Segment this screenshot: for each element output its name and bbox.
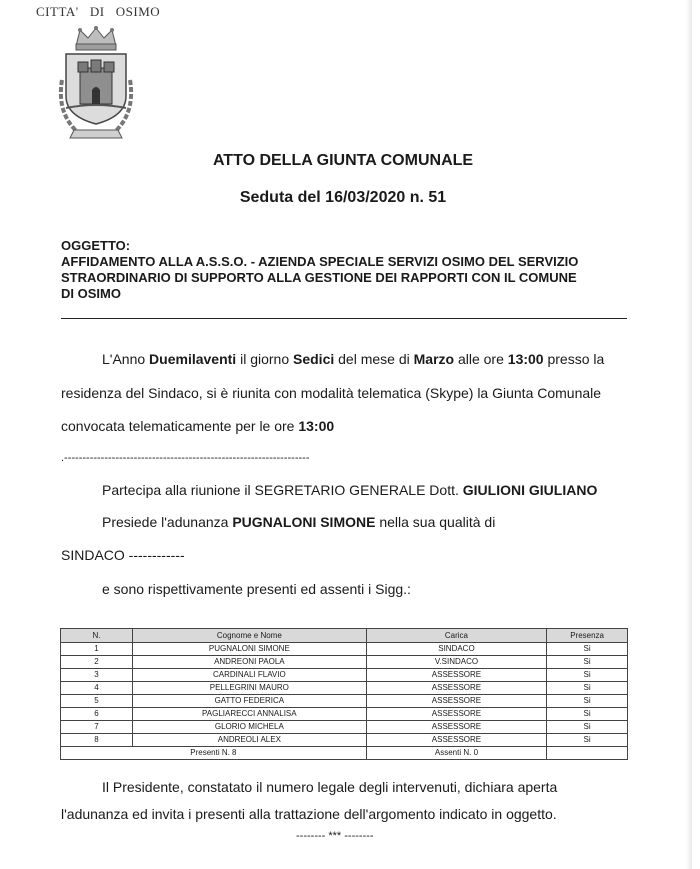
table-row bbox=[61, 734, 628, 747]
cell: PELLEGRINI MAURO bbox=[132, 682, 366, 695]
table-row bbox=[61, 721, 628, 734]
cell: ASSESSORE bbox=[366, 682, 546, 695]
column-header: Presenza bbox=[547, 629, 628, 643]
segretario-name: GIULIONI GIULIANO bbox=[462, 482, 598, 498]
cell: PAGLIARECCI ANNALISA bbox=[132, 708, 366, 721]
table-row bbox=[61, 656, 628, 669]
body-paragraph-line: residenza del Sindaco, si è riunita con modalità telematica (Skype) la Giunta Comunale bbox=[61, 385, 602, 401]
cell: ANDREOLI ALEX bbox=[132, 734, 366, 747]
attendance-table bbox=[60, 628, 628, 760]
cell: 6 bbox=[61, 708, 133, 721]
text: il giorno bbox=[236, 351, 293, 367]
cell: 7 bbox=[61, 721, 133, 734]
page-edge-shadow bbox=[686, 0, 692, 869]
cell: PUGNALONI SIMONE bbox=[132, 643, 366, 656]
cell: Si bbox=[547, 708, 628, 721]
table-header-row bbox=[61, 629, 628, 643]
section-divider bbox=[61, 318, 627, 319]
cell: V.SINDACO bbox=[366, 656, 546, 669]
time-text: 13:00 bbox=[298, 418, 335, 434]
table-row bbox=[61, 708, 628, 721]
cell: 5 bbox=[61, 695, 133, 708]
body-paragraph-line bbox=[102, 351, 604, 367]
cell: Si bbox=[547, 695, 628, 708]
segretario-line bbox=[102, 482, 597, 498]
oggetto-line: AFFIDAMENTO ALLA A.S.S.O. - AZIENDA SPECIALE SERVIZI OSIMO DEL SERVIZIO bbox=[61, 254, 579, 269]
cell: SINDACO bbox=[366, 643, 546, 656]
cell: 3 bbox=[61, 669, 133, 682]
text: nella sua qualità di bbox=[375, 514, 496, 530]
oggetto-section bbox=[61, 238, 627, 302]
column-header: Cognome e Nome bbox=[132, 629, 366, 643]
text: del mese di bbox=[334, 351, 414, 367]
seduta-subtitle: Seduta del 16/03/2020 n. 51 bbox=[239, 189, 447, 206]
cell bbox=[547, 747, 628, 760]
time-text: 13:00 bbox=[507, 351, 544, 367]
cell: ASSESSORE bbox=[366, 695, 546, 708]
cell: 1 bbox=[61, 643, 133, 656]
text: presso la bbox=[543, 351, 605, 367]
cell: 8 bbox=[61, 734, 133, 747]
body-paragraph-line bbox=[61, 418, 334, 434]
month-text: Marzo bbox=[413, 351, 455, 367]
cell: 2 bbox=[61, 656, 133, 669]
text: L'Anno bbox=[102, 351, 150, 367]
cell: 4 bbox=[61, 682, 133, 695]
text: Partecipa alla riunione il SEGRETARIO GENERALE Dott. bbox=[102, 482, 463, 498]
presidente-name: PUGNALONI SIMONE bbox=[232, 514, 376, 530]
text: convocata telematicamente per le ore bbox=[61, 418, 299, 434]
column-header: N. bbox=[61, 629, 133, 643]
document-end-marker: -------- *** -------- bbox=[296, 830, 374, 842]
cell: GLORIO MICHELA bbox=[132, 721, 366, 734]
closing-line: Il Presidente, constatato il numero legale degli intervenuti, dichiara aperta bbox=[102, 779, 558, 795]
cell: ASSESSORE bbox=[366, 669, 546, 682]
cell: Si bbox=[547, 669, 628, 682]
assenti-count: Assenti N. 0 bbox=[366, 747, 546, 760]
table-totals-row bbox=[61, 747, 628, 760]
cell: Si bbox=[547, 656, 628, 669]
cell: ASSESSORE bbox=[366, 708, 546, 721]
dashed-separator: .------------------------------------------------------------------- bbox=[61, 452, 310, 464]
table-row bbox=[61, 643, 628, 656]
cell: Si bbox=[547, 643, 628, 656]
city-header: CITTA' DI OSIMO bbox=[36, 4, 161, 19]
presenti-count: Presenti N. 8 bbox=[61, 747, 367, 760]
text: Presiede l'adunanza bbox=[102, 514, 233, 530]
year-text: Duemilaventi bbox=[149, 351, 237, 367]
oggetto-line: DI OSIMO bbox=[61, 286, 121, 301]
cell: ASSESSORE bbox=[366, 734, 546, 747]
cell: Si bbox=[547, 682, 628, 695]
oggetto-label: OGGETTO: bbox=[61, 238, 131, 253]
cell: Si bbox=[547, 721, 628, 734]
cell: CARDINALI FLAVIO bbox=[132, 669, 366, 682]
oggetto-line: STRAORDINARIO DI SUPPORTO ALLA GESTIONE DEI RAPPORTI CON IL COMUNE bbox=[61, 270, 577, 285]
sindaco-line: SINDACO ------------ bbox=[61, 547, 185, 563]
attendance-intro: e sono rispettivamente presenti ed assenti i Sigg.: bbox=[102, 581, 411, 597]
cell: ASSESSORE bbox=[366, 721, 546, 734]
table-row bbox=[61, 669, 628, 682]
cell: GATTO FEDERICA bbox=[132, 695, 366, 708]
city-crest-emblem bbox=[52, 24, 140, 150]
presidente-line bbox=[102, 514, 495, 530]
cell: Si bbox=[547, 734, 628, 747]
column-header: Carica bbox=[366, 629, 546, 643]
day-text: Sedici bbox=[293, 351, 335, 367]
table-row bbox=[61, 695, 628, 708]
text: alle ore bbox=[454, 351, 508, 367]
table-row bbox=[61, 682, 628, 695]
document-title: ATTO DELLA GIUNTA COMUNALE bbox=[212, 152, 474, 169]
closing-line: l'adunanza ed invita i presenti alla trattazione dell'argomento indicato in oggetto. bbox=[61, 806, 557, 822]
cell: ANDREONI PAOLA bbox=[132, 656, 366, 669]
